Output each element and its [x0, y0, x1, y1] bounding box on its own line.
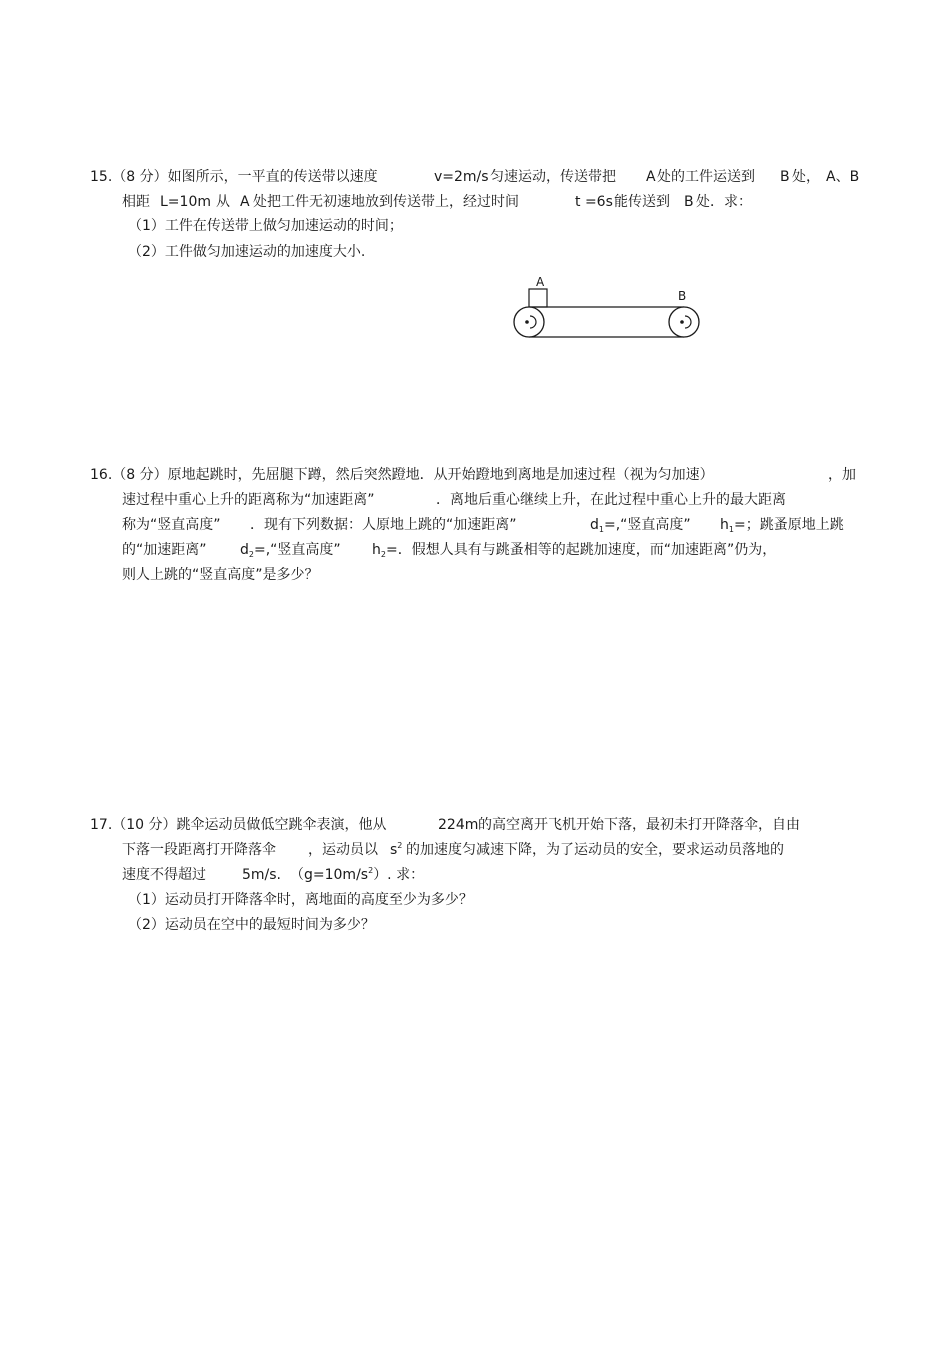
q15-line2d: 能传送到 — [614, 194, 670, 210]
left-pulley — [514, 307, 544, 337]
q15-point-a2: A — [240, 194, 250, 210]
q16-line2: 速过程中重心上升的距离称为“加速距离” — [122, 492, 375, 508]
q17-height: 224m — [438, 817, 479, 833]
left-axle — [525, 320, 529, 324]
workpiece-box — [529, 289, 547, 307]
q15-sub1: （1）工件在传送带上做匀加速运动的时间； — [128, 218, 403, 234]
q15-line1d: 处， — [792, 169, 820, 185]
q17-g: $(g=10m/s^2)$. 求： — [290, 866, 425, 883]
q15-line2b: 从 — [216, 194, 230, 210]
q16-line2b: ．离地后重心继续上升，在此过程中重心上升的最大距离 — [436, 492, 786, 508]
q17-unit-s: $s^2$ — [390, 841, 403, 858]
conveyor-diagram — [508, 274, 708, 344]
q15-line2c: 处把工件无初速地放到传送带上，经过时间 — [253, 194, 519, 210]
q16-d1: $d_1=,“$竖直高度” — [590, 517, 691, 534]
q16-h2: $h_2=$．假想人具有与跳蚤相等的起跳加速度，而“加速距离”仍为， — [372, 542, 777, 559]
q17-sub2: （2）运动员在空中的最短时间为多少？ — [128, 917, 375, 933]
q16-line1b: ，加 — [828, 467, 856, 483]
q16-line1: 16.（8 分）原地起跳时，先屈腿下蹲，然后突然蹬地．从开始蹬地到离地是加速过程（视为匀加速） — [90, 467, 714, 483]
q17-line2a: 下落一段距离打开降落伞 — [122, 842, 276, 858]
q15-distance: L=10m — [160, 194, 211, 210]
q17-line1a: 17.（10 分）跳伞运动员做低空跳伞表演，他从 — [90, 817, 387, 833]
q15-line1b: 匀速运动，传送带把 — [490, 169, 616, 185]
q15-time: t =6s — [575, 194, 613, 210]
right-pulley — [669, 307, 699, 337]
q16-line3b: ．现有下列数据：人原地上跳的“加速距离” — [250, 517, 517, 533]
q15-speed: v=2m/s — [434, 169, 489, 185]
q17-line3a: 速度不得超过 — [122, 867, 206, 883]
q15-line2a: 相距 — [122, 194, 150, 210]
q17-vmax: 5m/s. — [242, 867, 282, 883]
q16-h1: $h_1=$；跳蚤原地上跳 — [720, 517, 844, 534]
q16-d2: $d_2=,“$竖直高度” — [240, 542, 341, 559]
q17-sub1: （1）运动员打开降落伞时，离地面的高度至少为多少？ — [128, 892, 473, 908]
right-axle — [680, 320, 684, 324]
q15-point-a: A — [646, 169, 656, 185]
q15-ab: A、B — [826, 169, 860, 185]
q16-line4a: 的“加速距离” — [122, 542, 207, 558]
q15-line1-text: 15.（8 分）如图所示，一平直的传送带以速度 — [90, 169, 378, 185]
q16-line3a: 称为“竖直高度” — [122, 517, 221, 533]
diagram-label-b: B — [678, 289, 687, 303]
q15-line1c: 处的工件运送到 — [657, 169, 755, 185]
q16-line5: 则人上跳的“竖直高度”是多少？ — [122, 567, 319, 583]
q17-line1b: 的高空离开飞机开始下落，最初未打开降落伞，自由 — [478, 817, 800, 833]
q15-sub2: （2）工件做匀加速运动的加速度大小. — [128, 244, 366, 260]
q17-line2c: 的加速度匀减速下降，为了运动员的安全，要求运动员落地的 — [406, 842, 784, 858]
q15-point-b2: B — [684, 194, 694, 210]
q15-point-b: B — [780, 169, 790, 185]
diagram-label-a: A — [536, 275, 545, 289]
q17-line2b: ，运动员以 — [308, 842, 378, 858]
q15-line2e: 处．求： — [696, 194, 752, 210]
